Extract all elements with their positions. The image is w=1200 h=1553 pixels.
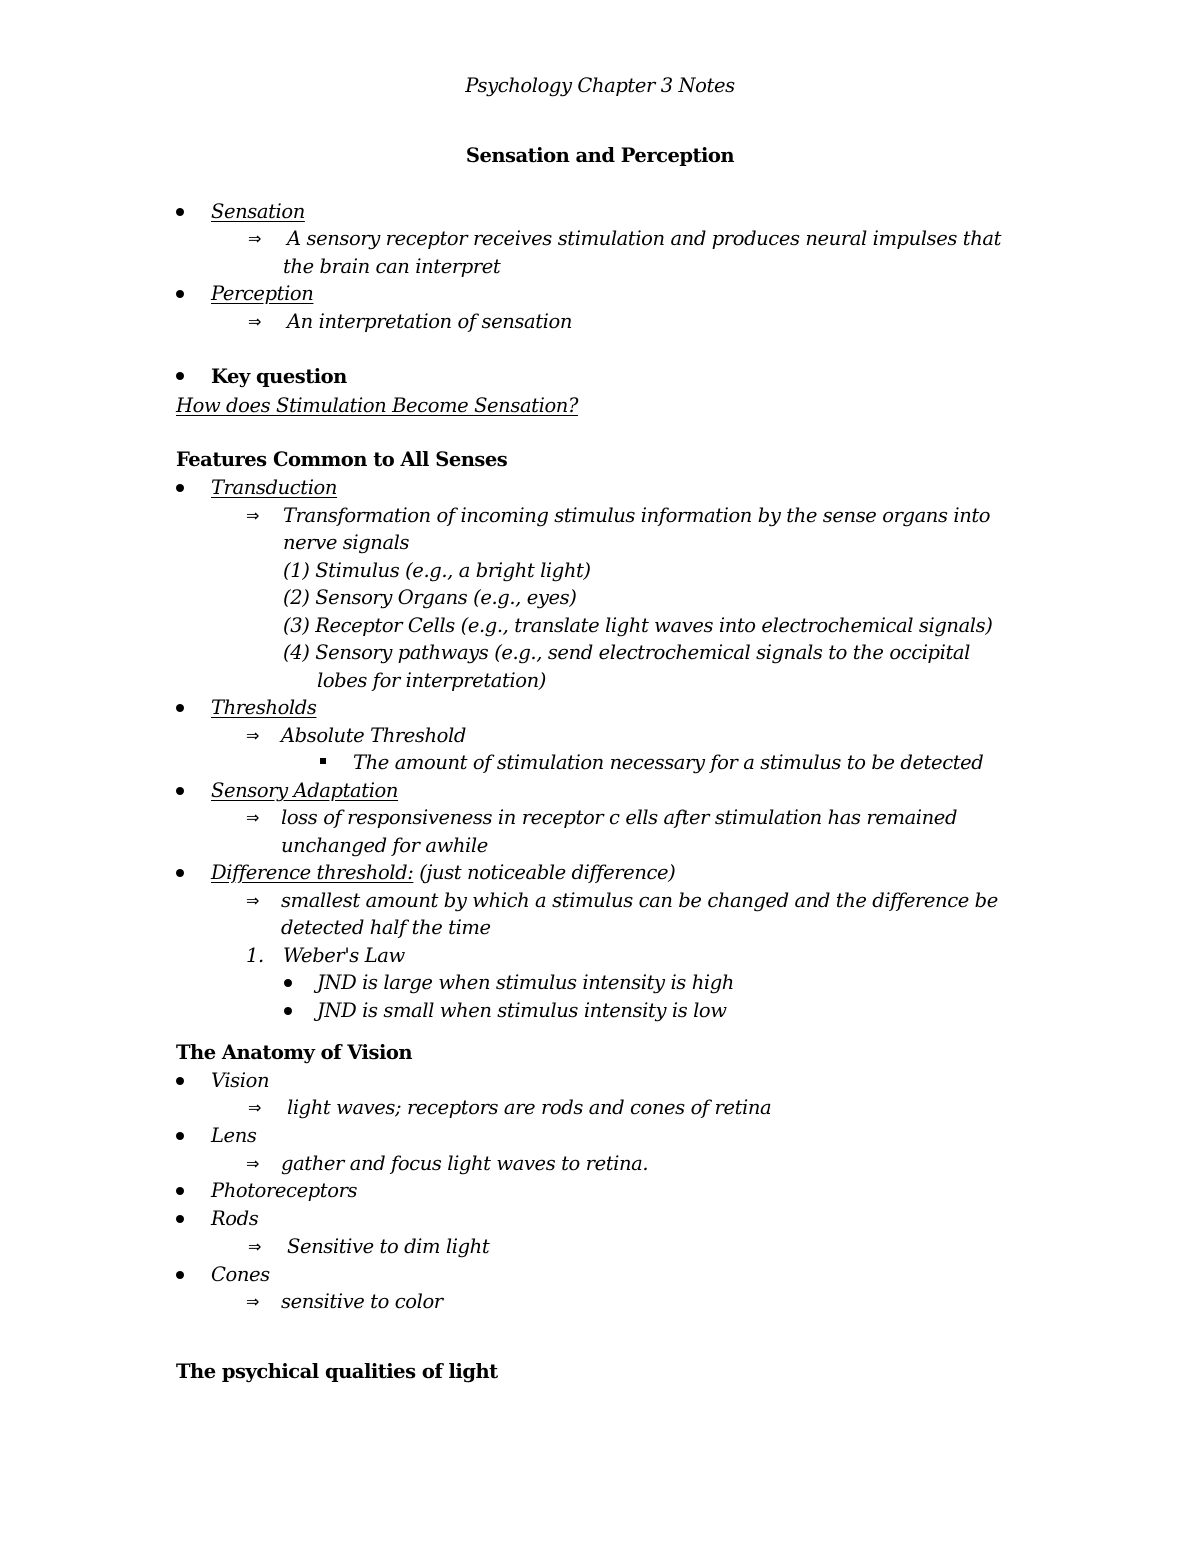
bullet-icon (284, 1007, 292, 1015)
difference-threshold-note: (just noticeable difference) (413, 861, 676, 884)
key-question-text: How does Stimulation Become Sensation? (176, 394, 578, 417)
section-heading-light: The psychical qualities of light (176, 1360, 498, 1383)
bullet-icon (176, 372, 184, 380)
term-sensation: Sensation (211, 200, 305, 223)
difference-definition-line1: smallest amount by which a stimulus can be changed and the difference be (281, 889, 998, 912)
transduction-step: (4) Sensory pathways (e.g., send electrochemical signals to the occipital (283, 641, 970, 664)
rods-definition: Sensitive to dim light (287, 1235, 490, 1258)
transduction-step-continued: lobes for interpretation) (317, 669, 546, 692)
arrow-icon: ⇒ (248, 1098, 262, 1117)
lens-definition: gather and focus light waves to retina. (281, 1152, 649, 1175)
section-heading-vision: The Anatomy of Vision (176, 1041, 413, 1064)
webers-law-point: JND is small when stimulus intensity is low (317, 999, 727, 1022)
bullet-icon (176, 869, 184, 877)
key-question-label: Key question (211, 365, 347, 388)
bullet-icon (176, 1077, 184, 1085)
arrow-icon: ⇒ (246, 726, 260, 745)
sensation-definition-line2: the brain can interpret (283, 255, 501, 278)
arrow-icon: ⇒ (246, 808, 260, 827)
arrow-icon: ⇒ (248, 312, 262, 331)
transduction-step: (2) Sensory Organs (e.g., eyes) (283, 586, 577, 609)
term-perception: Perception (211, 282, 314, 305)
bullet-icon (284, 979, 292, 987)
document-title: Sensation and Perception (465, 144, 735, 167)
term-sensory-adaptation: Sensory Adaptation (211, 779, 399, 802)
term-cones: Cones (211, 1263, 270, 1286)
term-photoreceptors: Photoreceptors (211, 1179, 358, 1202)
arrow-icon: ⇒ (246, 506, 260, 525)
absolute-threshold: Absolute Threshold (281, 724, 466, 747)
term-vision: Vision (211, 1069, 270, 1092)
square-bullet-icon (320, 758, 326, 764)
transduction-step: (3) Receptor Cells (e.g., translate light waves into electrochemical signals) (283, 614, 993, 637)
transduction-definition-line2: nerve signals (283, 531, 410, 554)
bullet-icon (176, 1132, 184, 1140)
absolute-threshold-definition: The amount of stimulation necessary for a stimulus to be detected (353, 751, 984, 774)
arrow-icon: ⇒ (246, 1292, 260, 1311)
adaptation-definition-line2: unchanged for awhile (281, 834, 488, 857)
bullet-icon (176, 290, 184, 298)
arrow-icon: ⇒ (248, 229, 262, 248)
bullet-icon (176, 208, 184, 216)
perception-definition: An interpretation of sensation (287, 310, 572, 333)
bullet-icon (176, 1187, 184, 1195)
bullet-icon (176, 1271, 184, 1279)
difference-definition-line2: detected half the time (281, 916, 491, 939)
term-thresholds: Thresholds (211, 696, 317, 719)
webers-law-point: JND is large when stimulus intensity is high (317, 971, 734, 994)
difference-threshold-line (211, 859, 675, 886)
adaptation-definition-line1: loss of responsiveness in receptor c ells after stimulation has remained (281, 806, 958, 829)
running-header: Psychology Chapter 3 Notes (465, 74, 735, 97)
bullet-icon (176, 1215, 184, 1223)
arrow-icon: ⇒ (246, 891, 260, 910)
term-rods: Rods (211, 1207, 259, 1230)
bullet-icon (176, 704, 184, 712)
transduction-step: (1) Stimulus (e.g., a bright light) (283, 559, 591, 582)
term-transduction: Transduction (211, 476, 338, 499)
bullet-icon (176, 787, 184, 795)
arrow-icon: ⇒ (248, 1237, 262, 1256)
term-lens: Lens (211, 1124, 257, 1147)
term-difference-threshold: Difference threshold: (211, 861, 414, 884)
arrow-icon: ⇒ (246, 1154, 260, 1173)
sensation-definition-line1: A sensory receptor receives stimulation and produces neural impulses that (287, 227, 1002, 250)
bullet-icon (176, 484, 184, 492)
cones-definition: sensitive to color (281, 1290, 443, 1313)
vision-definition: light waves; receptors are rods and cones of retina (287, 1096, 772, 1119)
webers-law: Weber's Law (283, 944, 405, 967)
list-number: 1. (246, 944, 264, 967)
section-heading-features: Features Common to All Senses (176, 448, 508, 471)
transduction-definition-line1: Transformation of incoming stimulus information by the sense organs into (283, 504, 991, 527)
